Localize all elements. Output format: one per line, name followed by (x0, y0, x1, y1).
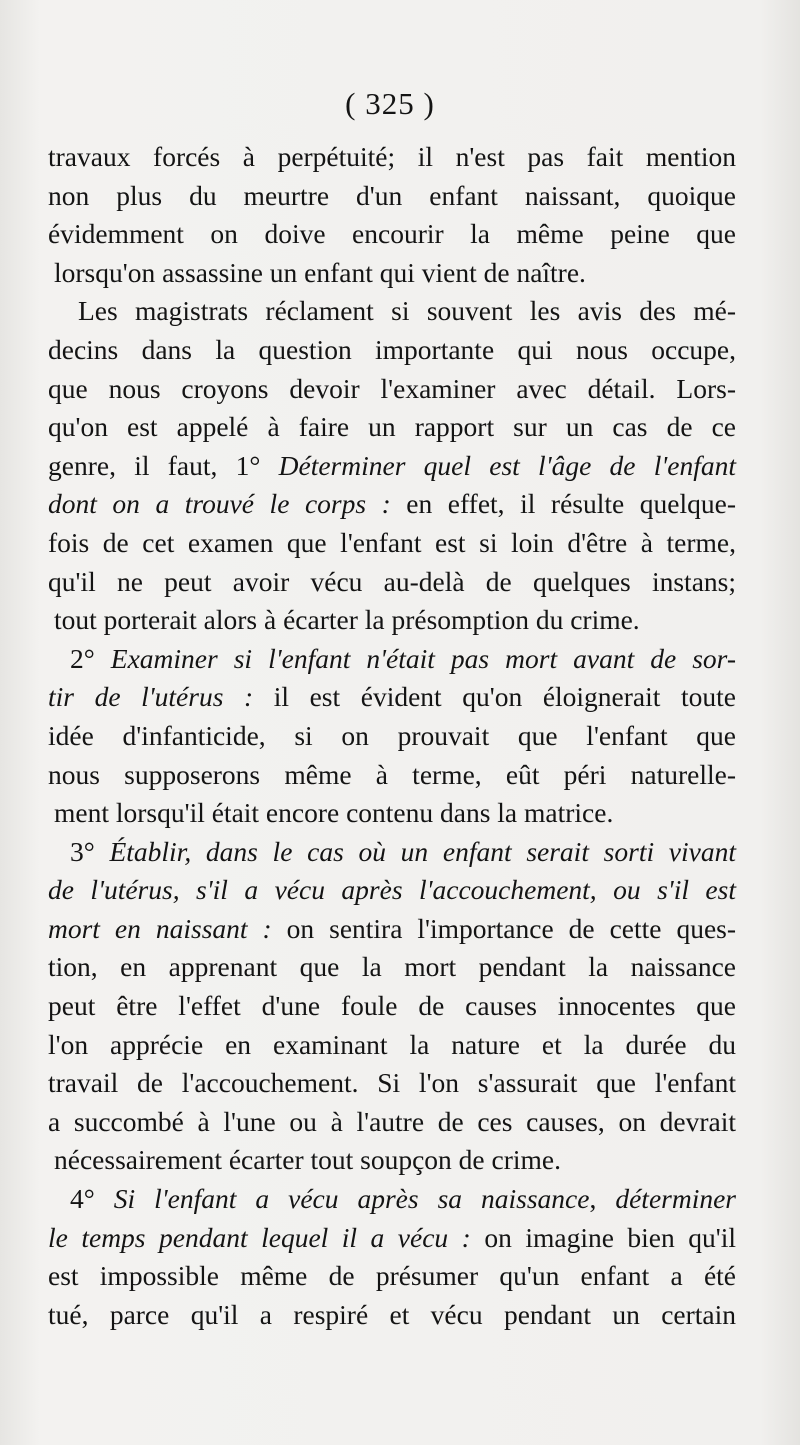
text-run: tué, parce qu'il a respiré et vécu pendant un certain (48, 1298, 736, 1330)
text-line (48, 1064, 736, 1103)
text-line (48, 910, 736, 949)
text-line (48, 408, 736, 447)
text-run: en effet, il résulte quelque- (390, 488, 736, 520)
text-run: on imagine bien qu'il (470, 1221, 736, 1253)
text-run: qu'il ne peut avoir vécu au-delà de quelques instans; (48, 565, 736, 597)
text-run: on sentira l'importance de cette ques- (271, 912, 737, 944)
text-line (48, 601, 736, 640)
text-line (48, 177, 736, 216)
text-line (48, 524, 736, 563)
italic-run: mort en naissant : (48, 912, 272, 944)
text-run: genre, il faut, 1° (48, 449, 279, 481)
text-run: évidemment on doive encourir la même peine que (48, 218, 736, 250)
text-run: tout porterait alors à écarter la présomption du crime. (54, 604, 640, 636)
text-run: 2° (70, 642, 111, 674)
italic-run: le temps pendant lequel il a vécu : (48, 1221, 471, 1253)
text-run: qu'on est appelé à faire un rapport sur un cas de ce (48, 411, 736, 443)
text-run: peut être l'effet d'une foule de causes innocentes que (48, 990, 736, 1022)
text-line (48, 254, 736, 293)
text-run: idée d'infanticide, si on prouvait que l'enfant que (48, 719, 736, 751)
text-run: Les magistrats réclament si souvent les avis des mé- (78, 295, 736, 327)
text-line (48, 948, 736, 987)
text-run: , (589, 1183, 616, 1215)
text-line (48, 447, 736, 486)
text-run: fois de cet examen que l'enfant est si loin d'être à terme, (48, 526, 736, 558)
italic-run: de l'utérus, s'il a vécu après l'accouchement, ou s'il est (48, 874, 736, 906)
italic-run: Si l'enfant a vécu après sa naissance (113, 1183, 590, 1215)
text-line (48, 1141, 736, 1180)
text-line (48, 756, 736, 795)
text-line (48, 640, 736, 679)
italic-run: déterminer (615, 1183, 737, 1215)
text-run: ment lorsqu'il était encore contenu dans la matrice. (54, 797, 614, 829)
text-run: nécessairement écarter tout soupçon de crime. (54, 1144, 561, 1176)
italic-run: Déterminer quel est l'âge de l'enfant (278, 449, 736, 481)
text-run: travail de l'accouchement. Si l'on s'assurait que l'enfant (48, 1067, 736, 1099)
text-line (48, 833, 736, 872)
text-run: que nous croyons devoir l'examiner avec détail. Lors- (48, 372, 736, 404)
text-line (48, 871, 736, 910)
italic-run: dont on a trouvé le corps : (48, 488, 391, 520)
text-line (48, 1180, 736, 1219)
text-run: est impossible même de présumer qu'un enfant a été (48, 1260, 736, 1292)
text-line (48, 215, 736, 254)
italic-run: tir de l'utérus : (48, 681, 254, 713)
text-run: tion, en apprenant que la mort pendant la naissance (48, 951, 736, 983)
text-line (48, 794, 736, 833)
text-line (48, 1296, 736, 1335)
body-text (48, 138, 736, 1334)
text-line (48, 485, 736, 524)
text-run: 4° (70, 1183, 114, 1215)
text-line (48, 563, 736, 602)
text-line (48, 987, 736, 1026)
text-line (48, 292, 736, 331)
text-line (48, 138, 736, 177)
text-run: non plus du meurtre d'un enfant naissant, quoique (48, 179, 736, 211)
text-line (48, 1219, 736, 1258)
text-run: 3° (70, 835, 110, 867)
italic-run: Établir, dans le cas où un enfant serait sorti vivant (109, 835, 736, 867)
text-line (48, 678, 736, 717)
text-line (48, 1103, 736, 1142)
text-line (48, 1257, 736, 1296)
text-run: l'on apprécie en examinant la nature et la durée du (48, 1028, 736, 1060)
text-line (48, 717, 736, 756)
text-run: decins dans la question importante qui nous occupe, (48, 333, 736, 365)
page-number: ( 325 ) (345, 86, 435, 121)
text-run: il est évident qu'on éloignerait toute (253, 681, 736, 713)
text-line (48, 1026, 736, 1065)
text-run: a succombé à l'une ou à l'autre de ces causes, on devrait (48, 1105, 736, 1137)
italic-run: Examiner si l'enfant n'était pas mort avant de sor- (110, 642, 736, 674)
text-run: lorsqu'on assassine un enfant qui vient de naître. (54, 256, 586, 288)
text-line (48, 370, 736, 409)
text-run: nous supposerons même à terme, eût péri naturelle- (48, 758, 736, 790)
text-run: travaux forcés à perpétuité; il n'est pas fait mention (48, 141, 736, 172)
text-line (48, 331, 736, 370)
